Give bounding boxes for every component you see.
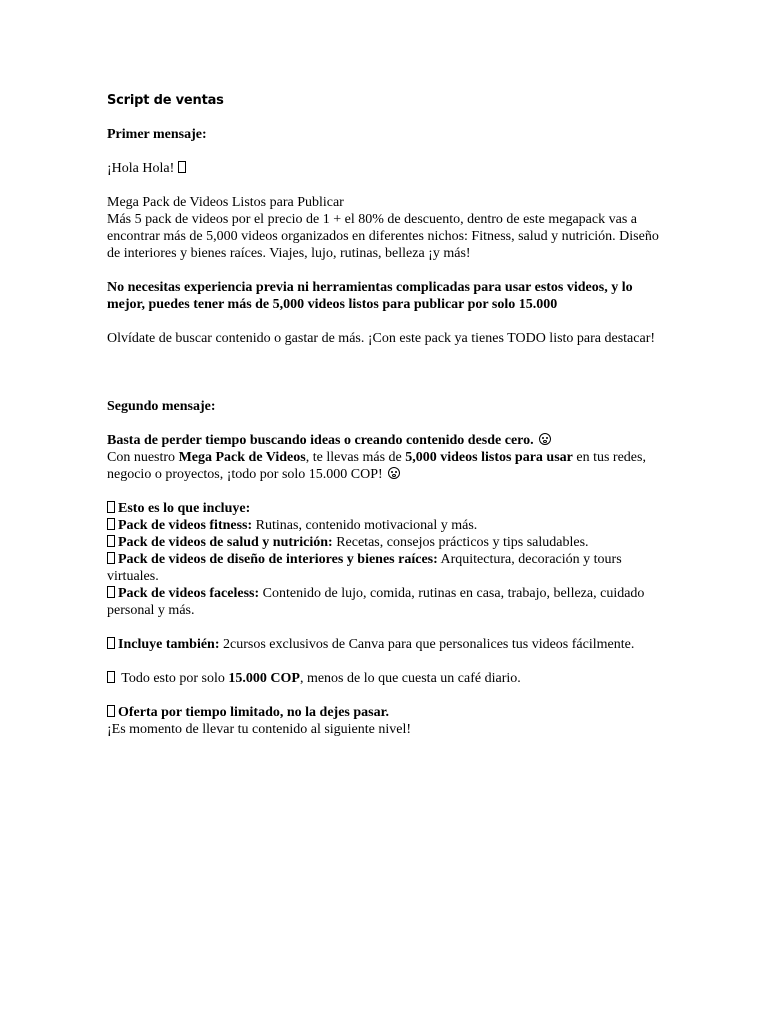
- missing-emoji-icon: [107, 705, 115, 717]
- missing-emoji-icon: [107, 501, 115, 513]
- intro-mid: , te llevas más de: [305, 450, 406, 465]
- hook-line: [107, 432, 667, 449]
- surprised-face-icon: [539, 433, 551, 445]
- closing-paragraph: Olvídate de buscar contenido o gastar de más. ¡Con este pack ya tienes TODO listo para destacar!: [107, 331, 656, 346]
- includes-paragraph: [107, 500, 667, 619]
- offer-text: Oferta por tiempo limitado, no la dejes pasar.: [118, 705, 390, 720]
- item-text: Rutinas, contenido motivacional y más.: [252, 518, 478, 533]
- list-item: [107, 551, 667, 585]
- final-text: ¡Es momento de llevar tu contenido al siguiente nivel!: [107, 722, 412, 737]
- price-prefix: Todo esto por solo: [118, 671, 229, 686]
- first-message-heading: Primer mensaje:: [107, 127, 207, 142]
- missing-emoji-icon: [107, 518, 115, 530]
- missing-emoji-icon: [107, 637, 115, 649]
- hook-paragraph: [107, 432, 667, 483]
- section-spacer: [107, 364, 667, 398]
- item-label: Pack de videos faceless:: [118, 586, 260, 601]
- price-value: 15.000 COP: [228, 671, 300, 686]
- item-text: Contenido de lujo, comida, rutinas en casa, trabajo, belleza, cuidado personal y más.: [107, 586, 645, 618]
- no-experience-paragraph: No necesitas experiencia previa ni herramientas complicadas para usar estos videos, y lo mejor, puedes tener más de 5,000 videos listos para publicar por solo 15.000: [107, 280, 633, 312]
- missing-emoji-icon: [107, 586, 115, 598]
- item-label: Pack de videos de diseño de interiores y bienes raíces:: [118, 552, 438, 567]
- document-title: Script de ventas: [107, 93, 224, 108]
- missing-emoji-icon: [107, 552, 115, 564]
- offer-line: [107, 704, 667, 721]
- price-suffix: , menos de lo que cuesta un café diario.: [299, 671, 521, 686]
- price-paragraph: [107, 670, 667, 687]
- item-label: Pack de videos fitness:: [118, 518, 253, 533]
- item-label: Pack de videos de salud y nutrición:: [118, 535, 333, 550]
- list-item: [107, 585, 667, 619]
- missing-emoji-icon: [107, 671, 115, 683]
- includes-heading-line: [107, 500, 667, 517]
- product-description: Más 5 pack de videos por el precio de 1 + el 80% de descuento, dentro de este megapack vas a encontrar más de 5,000 videos organizados en diferentes nichos: Fitness, salud y nutrición. Diseño de interiores y bienes raíces. Viajes, lujo, rutinas, belleza ¡y más!: [107, 212, 659, 261]
- product-paragraph: [107, 194, 667, 262]
- offer-paragraph: [107, 704, 667, 738]
- product-title: Mega Pack de Videos Listos para Publicar: [107, 195, 344, 210]
- hook-text: Basta de perder tiempo buscando ideas o creando contenido desde cero.: [107, 433, 534, 448]
- list-item: [107, 517, 667, 534]
- also-label: Incluye también:: [118, 637, 220, 652]
- also-includes-paragraph: [107, 636, 667, 653]
- greeting-text: ¡Hola Hola!: [107, 161, 175, 176]
- also-text: 2cursos exclusivos de Canva para que personalices tus videos fácilmente.: [219, 637, 635, 652]
- intro-prefix: Con nuestro: [107, 450, 179, 465]
- missing-emoji-icon: [178, 161, 186, 173]
- greeting-paragraph: [107, 160, 667, 177]
- includes-heading: Esto es lo que incluye:: [118, 501, 251, 516]
- missing-emoji-icon: [107, 535, 115, 547]
- intro-count: 5,000 videos listos para usar: [405, 450, 573, 465]
- item-text: Arquitectura, decoración y tours virtuales.: [107, 552, 622, 584]
- document-page: [107, 92, 667, 755]
- intro-suffix: en tus redes, negocio o proyectos, ¡todo por solo 15.000 COP!: [107, 450, 646, 482]
- item-text: Recetas, consejos prácticos y tips saludables.: [332, 535, 589, 550]
- intro-product: Mega Pack de Videos: [178, 450, 306, 465]
- list-item: [107, 534, 667, 551]
- second-message-heading: Segundo mensaje:: [107, 399, 216, 414]
- surprised-face-icon: [388, 467, 400, 479]
